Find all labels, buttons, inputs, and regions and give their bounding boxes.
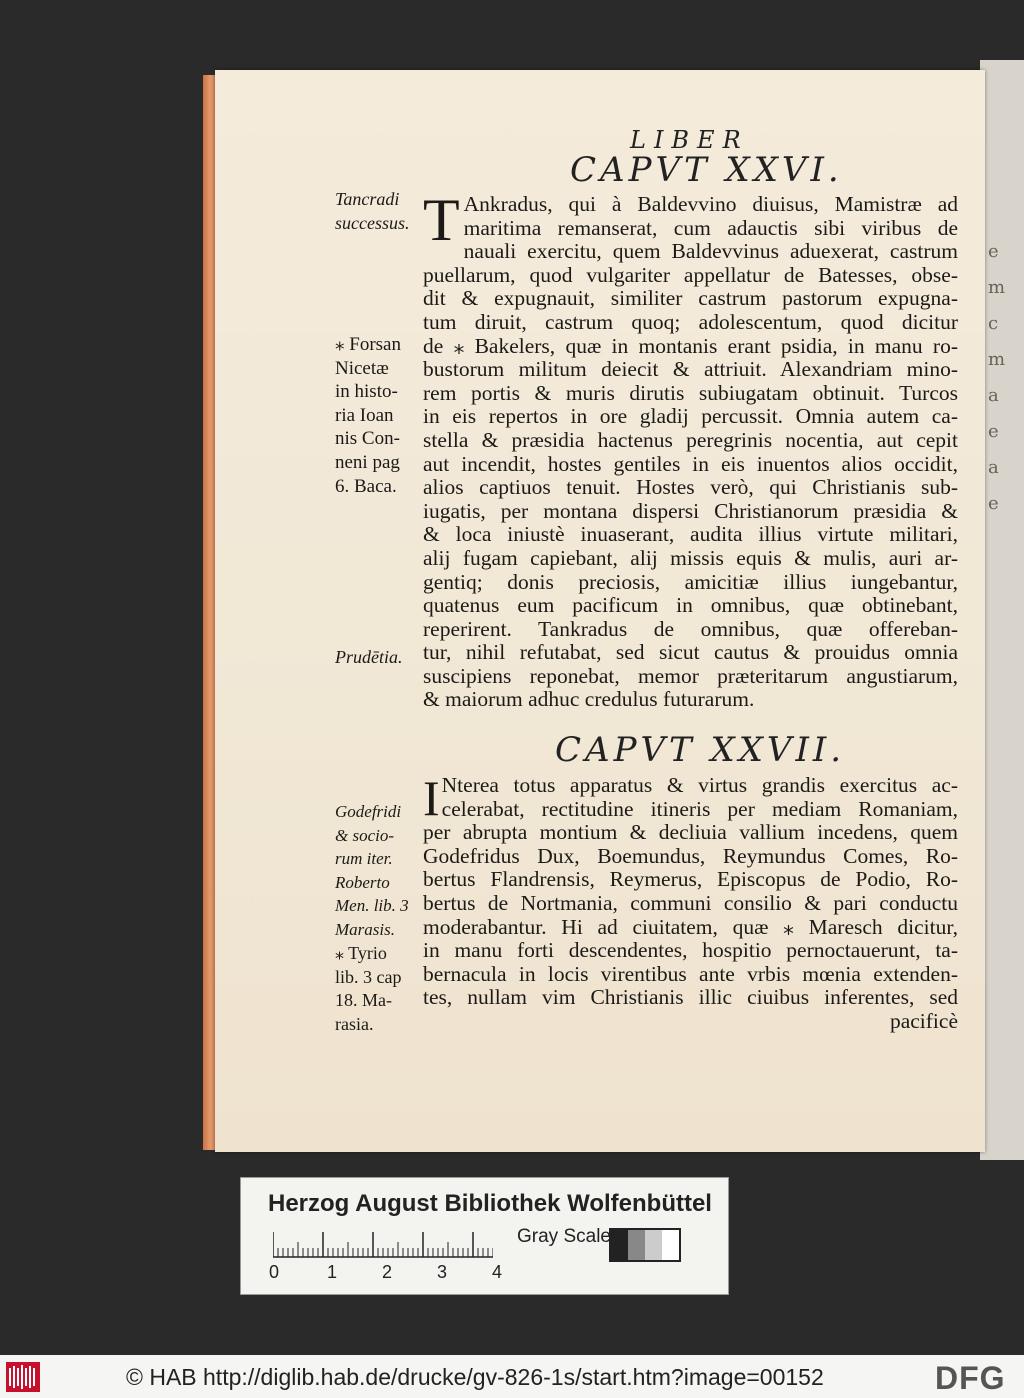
- ruler-scale: [273, 1228, 493, 1258]
- gray-swatch-white: [662, 1230, 679, 1260]
- text-line: nauali exercitu, quem Baldevvinus aduexerat, castrum: [463, 239, 958, 264]
- library-color-card: [240, 1177, 729, 1295]
- ruler-number: 0: [269, 1262, 280, 1282]
- text-line: tes, nullam vim Christianis illic ciuibus inferentes, sed: [423, 985, 958, 1010]
- gray-swatch-black: [611, 1230, 628, 1260]
- source-url[interactable]: © HAB http://diglib.hab.de/drucke/gv-826-1s/start.htm?image=00152: [126, 1364, 824, 1390]
- text-line: Ankradus, qui à Baldevvino diuisus, Mamistræ ad: [463, 192, 958, 216]
- text-line: in manu forti descendentes, hospitio pernoctauerunt, ta-: [423, 938, 958, 963]
- drop-cap: T: [423, 187, 460, 253]
- text-line: aut incendit, hostes gentiles in eis inuentos alios occidit,: [423, 451, 958, 476]
- text-line: dit & expugnauit, similiter castrum pastorum expugna-: [423, 286, 958, 311]
- text-line: & maiorum adhuc credulus futurarum.: [423, 687, 755, 712]
- margin-note-tancradi: Tancradi successus.: [335, 189, 410, 233]
- text-line: bertus de Nortmania, communi consilio & pari conductu: [423, 890, 958, 915]
- gray-scale-label: Gray Scale: [517, 1226, 611, 1247]
- adjacent-page-letter: e: [988, 421, 999, 442]
- adjacent-page-letter: e: [988, 493, 999, 514]
- adjacent-page-letter: m: [988, 277, 1006, 298]
- adjacent-page-text: [988, 240, 1005, 528]
- text-line: bernacula in locis virentibus ante vrbis mœnia extenden-: [423, 961, 958, 986]
- adjacent-page-fragment: [980, 60, 1024, 1160]
- ruler-number: 3: [437, 1262, 448, 1282]
- text-line: bertus Flandrensis, Reymerus, Episcopus de Podio, Ro-: [423, 867, 958, 892]
- text-line: alij fugam capiebant, alij missis equis & mulis, auri ar-: [423, 545, 958, 570]
- margin-note-forsan: ⁎ Forsan Nicetæ in histo- ria Ioan nis Con- neni pag 6. Baca.: [335, 334, 401, 497]
- adjacent-page-letter: e: [988, 241, 999, 262]
- text-line: reperirent. Tankradus de omnibus, quæ offereban-: [423, 616, 958, 641]
- text-line: puellarum, quod vulgariter appellatur de Batesses, obse-: [423, 262, 958, 287]
- text-line: pacificè: [889, 1008, 958, 1033]
- text-line: celerabat, rectitudine itineris per mediam Romaniam,: [441, 796, 958, 821]
- adjacent-page-letter: a: [988, 457, 999, 478]
- adjacent-page-letter: a: [988, 385, 999, 406]
- margin-note-prudentia: Prudētia.: [335, 647, 403, 667]
- margin-note-tyrio: ⁎ Tyrio lib. 3 cap 18. Ma- rasia.: [335, 943, 402, 1034]
- dfg-logo: DFG: [935, 1360, 1006, 1396]
- text-line: in eis repertos in ore gladij percussit. Omnia autem ca-: [423, 404, 958, 429]
- text-line: tur, nihil refutabat, sed sicut cautus & prouidus omnia: [423, 640, 958, 665]
- text-line: alios captiuos tenuit. Hostes verò, qui Christianis sub-: [423, 475, 958, 500]
- footer-bar: [0, 1355, 1024, 1398]
- adjacent-page-letter: m: [988, 349, 1006, 370]
- text-line: suscipiens reponebat, memor præteritarum angustiarum,: [423, 663, 958, 688]
- gray-swatch-mid: [628, 1230, 645, 1260]
- gray-swatch-light: [645, 1230, 662, 1260]
- chapter-xxvi-text: [423, 187, 958, 712]
- text-line: de ⁎ Bakelers, quæ in montanis erant psidia, in manu ro-: [423, 333, 958, 358]
- text-line: Nterea totus apparatus & virtus grandis exercitus ac-: [441, 773, 958, 797]
- margin-note-godefridi: Godefridi & socio- rum iter. Roberto Men. lib. 3 Marasis.: [335, 802, 409, 939]
- chapter-xxvii-text: [423, 770, 958, 1034]
- ruler-number: 4: [492, 1262, 503, 1282]
- hab-logo-icon: [6, 1362, 40, 1392]
- text-line: bustorum militum deiecit & attriuit. Alexandriam mino-: [423, 357, 958, 382]
- text-line: gentiq; donis preciosis, amicitiæ illius iungebantur,: [423, 569, 958, 594]
- text-line: stella & præsidia hactenus peregrinis nocentia, aut cepit: [423, 427, 958, 452]
- text-line: rem portis & muris dirutis subiugatam obtinuit. Turcos: [423, 380, 958, 405]
- text-line: moderabantur. Hi ad ciuitatem, quæ ⁎ Maresch dicitur,: [423, 914, 958, 939]
- text-line: per abrupta montium & decliuia vallium incedens, quem: [423, 820, 958, 845]
- text-line: & loca iniustè inuaserant, audita illius virtute militari,: [423, 522, 958, 547]
- text-line: quatenus eum pacificum in omnibus, quæ obtinebant,: [423, 593, 958, 618]
- chapter-title-xxvi: CAPVT XXVI.: [570, 150, 843, 190]
- text-line: maritima remanserat, cum adauctis sibi viribus de: [463, 215, 958, 240]
- ruler-number: 2: [382, 1262, 393, 1282]
- text-line: iugatis, per montana dispersi Christianorum præsidia &: [423, 498, 958, 523]
- running-head: LIBER: [630, 126, 749, 154]
- library-name: Herzog August Bibliothek Wolfenbüttel: [268, 1190, 712, 1217]
- book-page: [215, 70, 985, 1152]
- gray-scale-swatches: [609, 1228, 681, 1262]
- chapter-title-xxvii: CAPVT XXVII.: [555, 730, 846, 770]
- drop-cap: I: [423, 770, 440, 826]
- text-line: tum diruit, castrum quoq; adolescentum, quod dicitur: [423, 309, 958, 334]
- ruler-number: 1: [327, 1262, 338, 1282]
- adjacent-page-letter: c: [988, 313, 999, 334]
- text-line: Godefridus Dux, Boemundus, Reymundus Comes, Ro-: [423, 843, 958, 868]
